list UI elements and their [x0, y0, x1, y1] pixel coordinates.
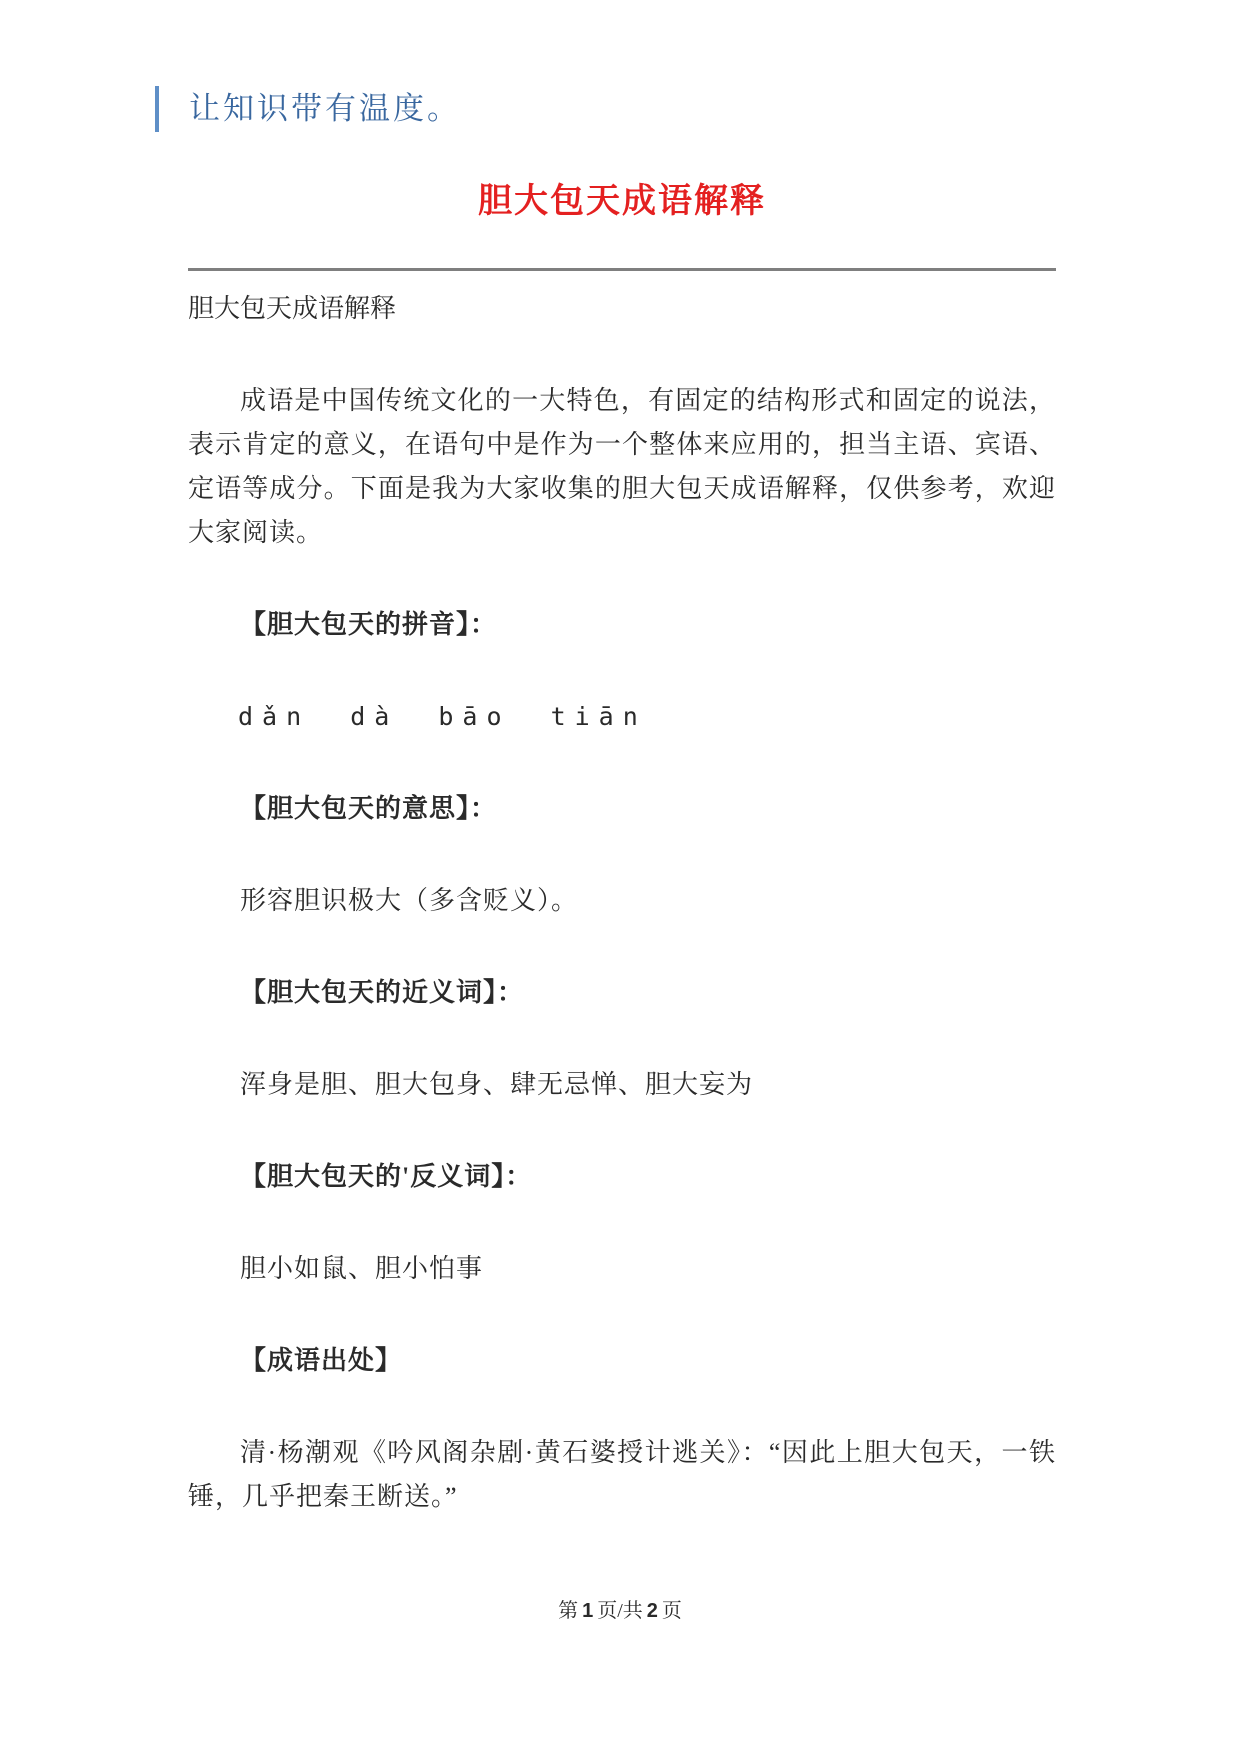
- footer-middle: 页/共: [597, 1600, 643, 1622]
- footer-total-pages: 2: [646, 1600, 658, 1622]
- footer-suffix: 页: [661, 1600, 682, 1622]
- footer-prefix: 第: [558, 1600, 579, 1622]
- title-divider: [188, 268, 1056, 271]
- section-content: 清·杨潮观《吟风阁杂剧·黄石婆授计逃关》：“因此上胆大包天，一铁锤，几乎把秦王断送。”: [188, 1438, 1056, 1511]
- section-content: 形容胆识极大（多含贬义）。: [240, 886, 579, 915]
- section-content: 浑身是胆、胆大包身、肆无忌惮、胆大妄为: [240, 1070, 754, 1099]
- section-antonyms: [188, 1155, 1056, 1291]
- tagline-text: 让知识带有温度。: [189, 91, 461, 126]
- section-source: [188, 1339, 1056, 1519]
- section-heading: 【胆大包天的意思】：: [240, 794, 498, 823]
- intro-paragraph: 成语是中国传统文化的一大特色，有固定的结构形式和固定的说法，表示肯定的意义，在语句中是作为一个整体来应用的，担当主语、宾语、定语等成分。下面是我为大家收集的胆大包天成语解释，仅供参考，欢迎大家阅读。: [188, 386, 1056, 547]
- section-content: 胆小如鼠、胆小怕事: [240, 1254, 484, 1283]
- page-title: 胆大包天成语解释: [478, 183, 766, 220]
- footer-page-number: 1: [582, 1600, 594, 1622]
- document-subtitle: 胆大包天成语解释: [188, 294, 397, 323]
- pinyin-text: dǎn dà bāo tiān: [238, 702, 647, 731]
- document-content: [188, 0, 1056, 1519]
- section-heading: 【成语出处】: [240, 1346, 403, 1375]
- section-pinyin: [188, 603, 1056, 739]
- tagline-accent-bar: [155, 86, 159, 132]
- page-footer: [0, 1596, 1240, 1626]
- section-synonyms: [188, 971, 1056, 1107]
- section-meaning: [188, 787, 1056, 923]
- header-tagline: [155, 86, 461, 132]
- section-heading: 【胆大包天的近义词】：: [240, 978, 525, 1007]
- section-heading: 【胆大包天的'反义词】：: [240, 1162, 533, 1191]
- section-heading: 【胆大包天的拼音】：: [240, 610, 498, 639]
